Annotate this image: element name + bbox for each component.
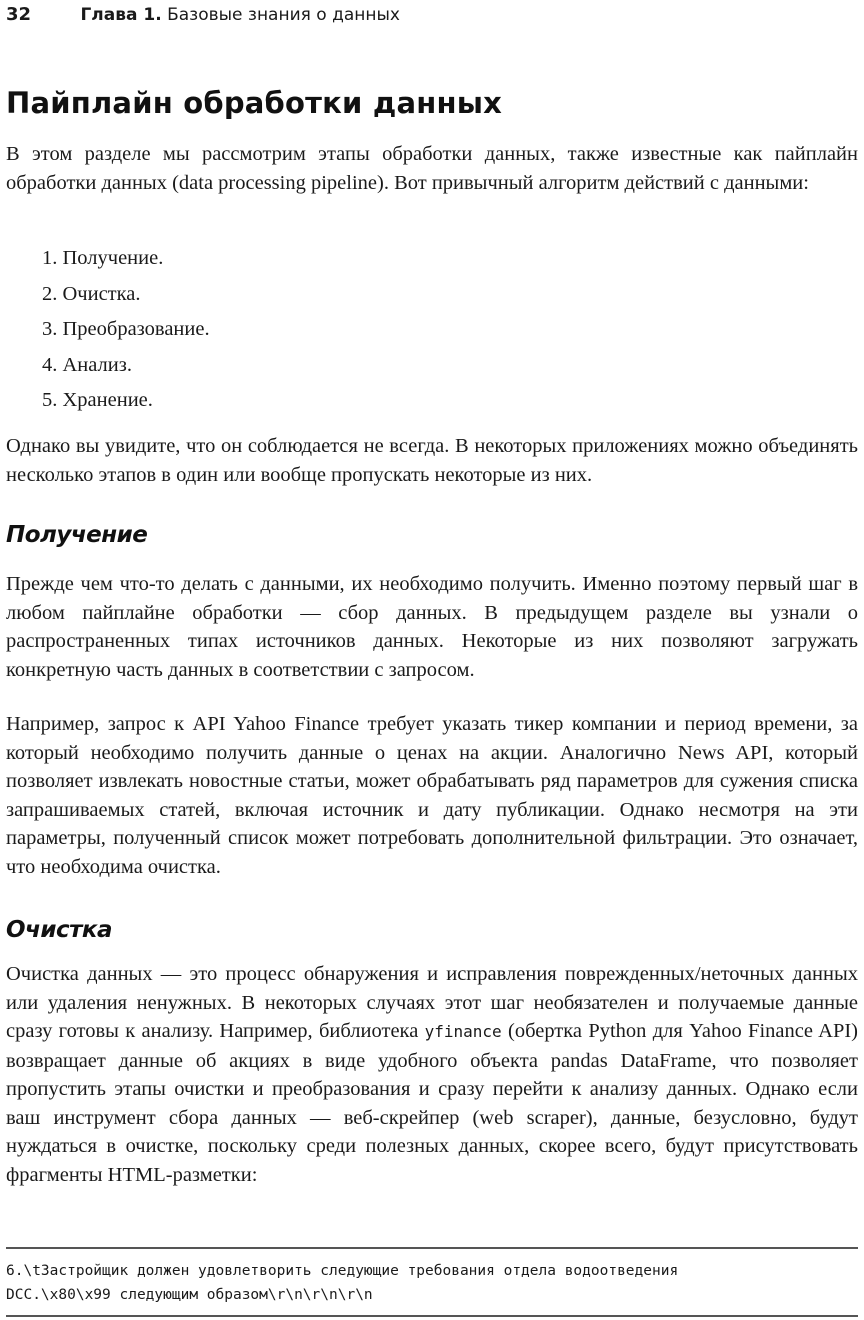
after-list-paragraph: Однако вы увидите, что он соблюдается не всегда. В некоторых приложениях можно объединять несколько этапов в один или вообще пропускать некоторые из них.	[6, 435, 858, 486]
chapter-title: Базовые знания о данных	[167, 5, 400, 25]
cleaning-text-end: (обертка Python для Yahoo Finance API) возвращает данные об акциях в виде удобного объекта pandas DataFrame, что позволяет пропустить этапы очистки и преобразования и сразу перейти к анализу данных. Однако если ваш инструмент сбора данных — веб-скрейпер (web scraper), данные, безусловно, будут нуждаться в очистке, поскольку среди полезных данных, скорее всего, будут присутствовать фрагменты HTML-разметки:	[6, 1020, 858, 1186]
code-line: 6.\tЗастройщик должен удовлетворить следующие требования отдела водоотведения	[6, 1263, 679, 1279]
code-line: DCC.\x80\x99 следующим образом\r\n\r\n\r\n	[6, 1287, 373, 1303]
cleaning-text-start: Очистка данных — это процесс обнаружения и исправления поврежденных/неточных данных или удаления ненужных. В некоторых случаях этот шаг необязателен и получаемые данные сразу готовы к анализу. Например, библиотека	[6, 963, 858, 1042]
inline-code-yfinance: yfinance	[424, 1022, 502, 1041]
list-item: 2. Очистка.	[42, 282, 141, 305]
chapter-label: Глава 1.	[80, 5, 162, 25]
cleaning-paragraph	[6, 960, 858, 1189]
list-item: 3. Преобразование.	[42, 318, 210, 340]
code-block	[6, 1247, 858, 1317]
list-item: 1. Получение.	[42, 247, 164, 269]
subsection-heading-cleaning: Очистка	[6, 917, 113, 943]
acquisition-paragraph-1: Прежде чем что-то делать с данными, их необходимо получить. Именно поэтому первый шаг в любом пайплайне обработки — сбор данных. В предыдущем разделе вы узнали о распространенных типах источников данных. Некоторые из них позволяют загружать конкретную часть данных в соответствии с запросом.	[6, 573, 858, 681]
pipeline-steps-list	[42, 245, 210, 423]
list-item: 5. Хранение.	[42, 389, 153, 411]
page-number: 32	[6, 4, 32, 25]
list-item: 4. Анализ.	[42, 353, 132, 376]
acquisition-paragraph-2: Например, запрос к API Yahoo Finance требует указать тикер компании и период времени, за который необходимо получить данные о ценах на акции. Аналогично News API, который позволяет извлекать новостные статьи, может обрабатывать ряд параметров для сужения списка запрашиваемых статей, включая источник и дату публикации. Однако несмотря на эти параметры, полученный список может потребовать дополнительной фильтрации. Это означает, что необходима очистка.	[6, 713, 858, 878]
running-header	[6, 4, 400, 28]
subsection-heading-acquisition: Получение	[6, 522, 148, 548]
intro-paragraph: В этом разделе мы рассмотрим этапы обработки данных, также известные как пайплайн обработки данных (data processing pipeline). Вот привычный алгоритм действий с данными:	[6, 143, 858, 194]
section-title: Пайплайн обработки данных	[6, 86, 503, 120]
